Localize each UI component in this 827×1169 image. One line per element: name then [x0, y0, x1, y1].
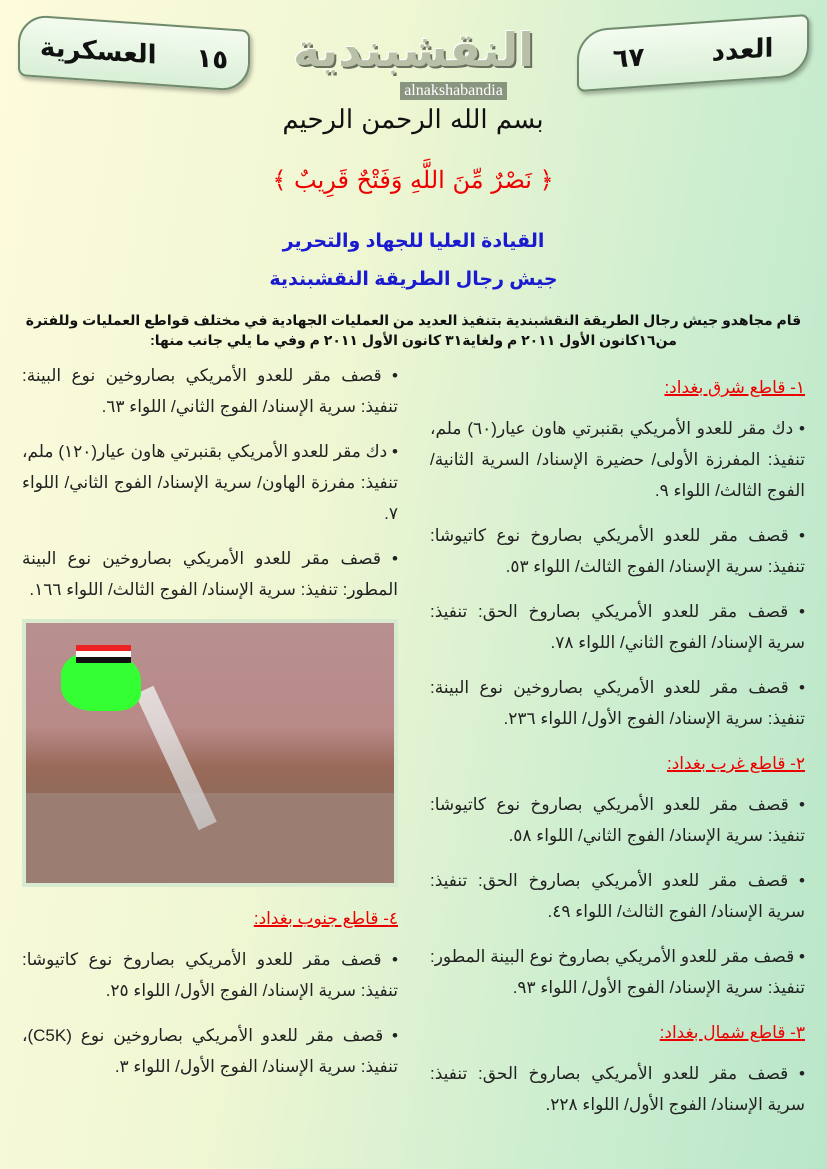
list-item: • دك مقر للعدو الأمريكي بقنبرتي هاون عيار(٦٠) ملم، تنفيذ: المفرزة الأولى/ حضيرة الإسناد/ السرية الثانية/ الفوج الثالث/ اللواء ٩. — [430, 419, 805, 500]
list-item: • دك مقر للعدو الأمريكي بقنبرتي هاون عيار(١٢٠) ملم، تنفيذ: مفرزة الهاون/ سرية الإسناد/ الفوج الثاني/ اللواء ٧. — [22, 442, 398, 523]
logo-latin: alnakshabandia — [400, 82, 507, 100]
list-item: • قصف مقر للعدو الأمريكي بصاروخ الحق: تنفيذ: سرية الإسناد/ الفوج الثاني/ اللواء ٧٨. — [430, 602, 805, 652]
issue-ribbon — [577, 14, 809, 92]
list-item: • قصف مقر للعدو الأمريكي بصاروخين نوع البينة المطور: تنفيذ: سرية الإسناد/ الفوج الثالث/ اللواء ١٦٦. — [22, 549, 398, 599]
title-line-1: القيادة العليا للجهاد والتحرير — [282, 231, 545, 252]
section-number: ١٥ — [196, 41, 229, 75]
list-item: • قصف مقر للعدو الأمريكي بصاروخ الحق: تنفيذ: سرية الإسناد/ الفوج الثالث/ اللواء ٤٩. — [430, 871, 805, 921]
intro-paragraph — [15, 310, 812, 350]
list-item: • قصف مقر للعدو الأمريكي بصاروخ الحق: تنفيذ: سرية الإسناد/ الفوج الأول/ اللواء ٢٢٨. — [430, 1064, 805, 1114]
list-item: • قصف مقر للعدو الأمريكي بصاروخ نوع كاتيوشا: تنفيذ: سرية الإسناد/ الفوج الأول/ اللواء ٢٥. — [22, 950, 398, 1000]
issue-label: العدد — [711, 31, 774, 67]
section-heading: ٢- قاطع غرب بغداد: — [666, 754, 805, 773]
list-item: • قصف مقر للعدو الأمريكي بصاروخ نوع كاتيوشا: تنفيذ: سرية الإسناد/ الفوج الثالث/ اللواء ٥٣. — [430, 526, 805, 576]
rocket-launch-photo — [22, 619, 398, 887]
list-item: • قصف مقر للعدو الأمريكي بصاروخين نوع البينة: تنفيذ: سرية الإسناد/ الفوج الأول/ اللواء ٢٣٦. — [430, 678, 805, 728]
logo-text: النقشبندية — [292, 24, 535, 76]
left-column — [22, 360, 398, 1096]
basmala: بسم الله الرحمن الرحيم — [282, 105, 544, 135]
section-heading: ٣- قاطع شمال بغداد: — [659, 1023, 805, 1042]
section-heading: ٤- قاطع جنوب بغداد: — [253, 909, 398, 928]
section-label: العسكرية — [39, 30, 157, 70]
intro-line-2: من١٦كانون الأول ٢٠١١ م ولغاية٣١ كانون الأول ٢٠١١ م وفي ما يلي جانب منها: — [150, 332, 677, 348]
list-item: • قصف مقر للعدو الأمريكي بصاروخين نوع البينة: تنفيذ: سرية الإسناد/ الفوج الثاني/ اللواء ٦٣. — [22, 366, 398, 416]
right-column — [430, 372, 805, 1134]
intro-line-1: قام مجاهدو جيش رجال الطريقة النقشبندية بتنفيذ العديد من العمليات الجهادية في مختلف قواطع العمليات وللفترة — [25, 312, 802, 328]
list-item: • قصف مقر للعدو الأمريكي بصاروخ نوع البينة المطور: تنفيذ: سرية الإسناد/ الفوج الأول/ اللواء ٩٣. — [430, 947, 805, 997]
photo-flag — [76, 645, 131, 663]
list-item: • قصف مقر للعدو الأمريكي بصاروخين نوع (C5K)، تنفيذ: سرية الإسناد/ الفوج الأول/ اللواء ٣. — [22, 1026, 398, 1076]
issue-number: ٦٧ — [612, 40, 645, 74]
section-heading: ١- قاطع شرق بغداد: — [664, 378, 805, 397]
title-line-2: جيش رجال الطريقة النقشبندية — [269, 269, 558, 290]
quran-verse: ﴿ نَصْرٌ مِّنَ اللَّهِ وَفَتْحٌ قَرِيبٌ ﴾ — [272, 166, 554, 194]
masthead-logo — [262, 18, 565, 100]
section-ribbon — [18, 14, 250, 92]
list-item: • قصف مقر للعدو الأمريكي بصاروخ نوع كاتيوشا: تنفيذ: سرية الإسناد/ الفوج الثاني/ اللواء ٥٨. — [430, 795, 805, 845]
